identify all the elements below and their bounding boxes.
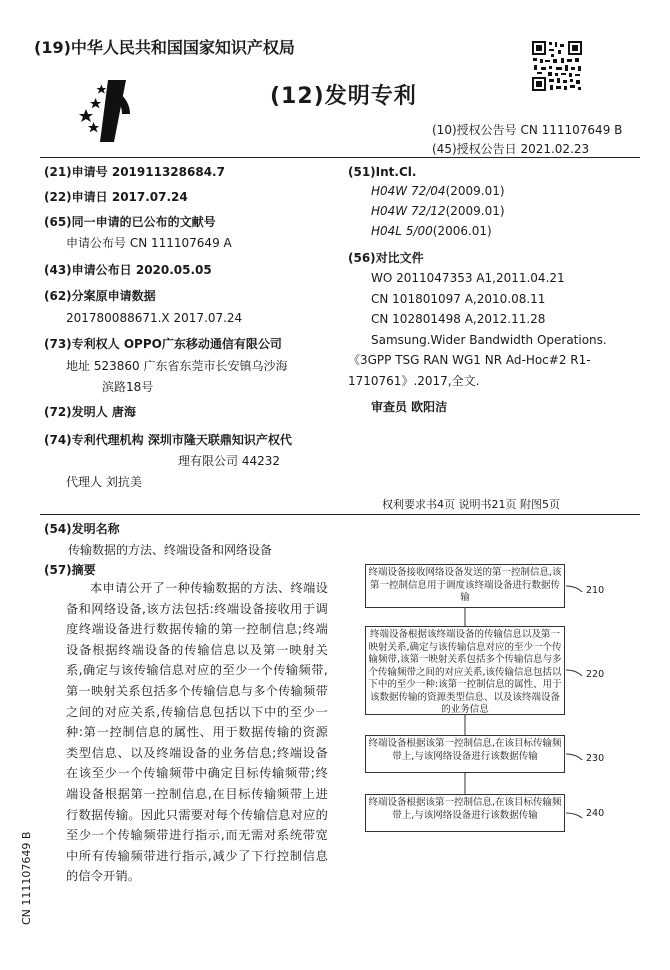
flow-label-210: 210 [586,585,605,596]
cited-document-3: CN 102801498 A,2012.11.28 [371,312,546,326]
cited-document-4-cont2: 1710761》.2017,全文. [348,374,480,388]
application-date: (22)申请日 2017.07.24 [44,190,188,204]
flow-step-220: 终端设备根据该终端设备的传输信息以及第一映射关系,确定与该传输信息对应的至少一个传输频带,该第一映射关系包括多个传输信息与多个传输频带之间的对应关系,该传输信息包括以下中的至少一种:该第一控制信息的属性、用于该数据传输的资源类型信息、以及该终端设备的业务信息 [365,626,565,715]
patentee-address: 地址 523860 广东省东莞市长安镇乌沙海 [66,359,288,373]
abstract-text: 本申请公开了一种传输数据的方法、终端设备和网络设备,该方法包括:终端设备接收用于调度终端设备进行数据传输的第一控制信息;终端设备根据终端设备的传输信息以及第一映射关系,确定与该传输信息对应的至少一个传输频带,第一映射关系包括多个传输信息与多个传输频带之间的对应关系,传输信息包括以下中的至少一种:第一控制信息的属性、用于数据传输的资源类型信息、以及终端设备的业务信息;终端设备在该至少一个传输频带中确定目标传输频带;终端设备根据第一控制信息,在目标传输频带上进行数据传输。因此只需要对每个传输信息对应的至少一个传输频带进行指示,而无需对系统带宽中所有传输频带进行指示,减少了下行控制信息的信令开销。 [66,581,328,884]
authority-title: (19)中华人民共和国国家知识产权局 [34,38,295,57]
flow-step-230: 终端设备根据该第一控制信息,在该目标传输频带上,与该网络设备进行该数据传输 [365,735,565,773]
application-publication-number: 申请公布号 CN 111107649 A [66,236,232,250]
application-publication-date: (43)申请公布日 2020.05.05 [44,263,212,277]
ipc-class-2: H04W 72/12(2009.01) [371,204,505,218]
examiner: 审查员 欧阳洁 [371,400,448,414]
patentee: (73)专利权人 OPPO广东移动通信有限公司 [44,337,282,351]
invention-title: 传输数据的方法、终端设备和网络设备 [68,543,273,557]
grant-publication-number: (10)授权公告号 CN 111107649 B [432,123,623,137]
application-number: (21)申请号 201911328684.7 [44,165,225,179]
patent-agent: 代理人 刘抗美 [66,475,142,489]
patent-agency: (74)专利代理机构 深圳市隆天联鼎知识产权代 [44,433,292,447]
original-application-number: 201780088671.X 2017.07.24 [66,311,243,325]
invention-title-label: (54)发明名称 [44,522,120,536]
patentee-address-cont: 滨路18号 [102,380,154,394]
cited-document-2: CN 101801097 A,2010.08.11 [371,292,546,306]
document-type-title: (12)发明专利 [270,84,417,109]
int-cl-label: (51)Int.Cl. [348,165,417,179]
cited-document-4-cont: 《3GPP TSG RAN WG1 NR Ad-Hoc#2 R1- [348,353,591,367]
cited-document-1: WO 2011047353 A1,2011.04.21 [371,271,565,285]
inventor: (72)发明人 唐海 [44,405,136,419]
flow-step-240: 终端设备根据该第一控制信息,在该目标传输频带上,与该网络设备进行该数据传输 [365,794,565,832]
abstract-label: (57)摘要 [44,563,96,577]
cited-document-4: Samsung.Wider Bandwidth Operations. [371,333,607,347]
same-application-publication: (65)同一申请的已公布的文献号 [44,215,216,229]
flow-step-210: 终端设备接收网络设备发送的第一控制信息,该第一控制信息用于调度该终端设备进行数据传输 [365,564,565,608]
ipc-class-1: H04W 72/04(2009.01) [371,184,505,198]
divisional-original-data: (62)分案原申请数据 [44,289,156,303]
flow-label-230: 230 [586,753,605,764]
flow-label-220: 220 [586,669,605,680]
cited-documents-label: (56)对比文件 [348,251,424,265]
patent-agency-cont: 理有限公司 44232 [178,454,280,468]
flow-label-240: 240 [586,808,605,819]
ipc-class-3: H04L 5/00(2006.01) [371,224,492,238]
grant-publication-date: (45)授权公告日 2021.02.23 [432,142,590,156]
page-counts: 权利要求书4页 说明书21页 附图5页 [382,498,560,511]
side-document-number: CN 111107649 B [20,831,33,925]
